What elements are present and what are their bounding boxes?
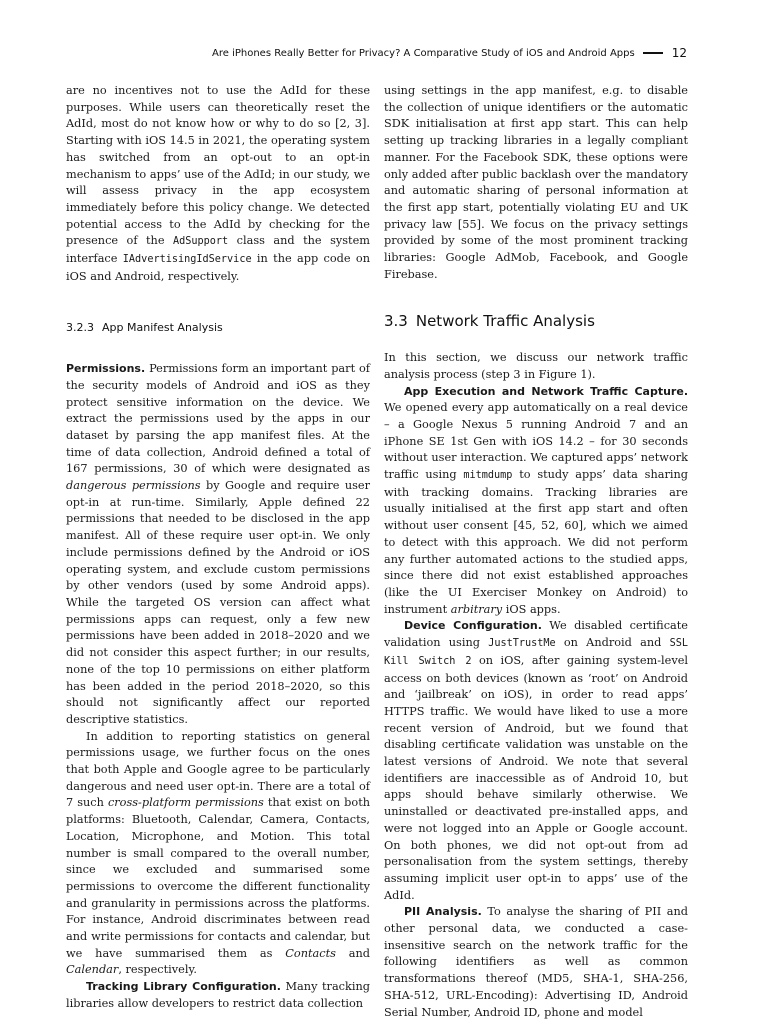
left-column: [66, 83, 370, 1013]
emphasis-cross-platform-permissions: cross-platform permissions: [107, 796, 264, 810]
paragraph-permissions: [66, 361, 370, 728]
section-heading-network-traffic: [384, 313, 688, 330]
paragraph-app-execution: [384, 384, 688, 619]
paragraph-device-configuration: [384, 618, 688, 904]
running-title: Are iPhones Really Better for Privacy? A Comparative Study of iOS and Android Apps: [212, 47, 635, 59]
text-run: on iOS, after gaining system-level access on both devices (known as ‘root’ on Android and ‘jailbreak’ on iOS), in order to read apps’ HTTPS traffic. We would have liked to use a more recent version of Android, but we found that disabling certificate validation was unstable on the latest versions of Android. We note that several identifiers are inaccessible as of Android 10, but apps should behave similarly otherwise. We uninstalled or deactivated pre-installed apps, and were not logged into an Apple or Google account. On both phones, we did not opt-out from ad personalisation from the system settings, thereby assuming implicit user opt-in to apps’ use of the AdId.: [384, 653, 689, 902]
paragraph-heading-tracking-library: Tracking Library Configuration.: [86, 980, 281, 994]
paragraph-pii-analysis: [384, 904, 688, 1021]
paragraph-adid-continued: [66, 83, 370, 285]
header-rule: [643, 52, 663, 54]
paragraph-heading-app-execution: App Execution and Network Traffic Capture.: [404, 384, 688, 398]
text-run: are no incentives not to use the AdId for these purposes. While users can theoretically reset the AdId, most do not know how or why to do so [2, 3]. Starting with iOS 14.5 in 2021, the operating system has switched from an opt-out to an opt-in mechanism to apps’ use of the AdId; in our study, we will assess privacy in the app ecosystem immediately before this policy change. We detected potential access to the AdId by checking for the presence of the: [66, 84, 370, 248]
text-run: We opened every app automatically on a real device – a Google Nexus 5 running Android 7 and an iPhone SE 1st Gen with iOS 14.2 – for 30 seconds without user interaction. We captured apps’ network traffic using: [384, 401, 688, 482]
text-run: class and the system interface: [66, 234, 370, 266]
paragraph-heading-device-configuration: Device Configuration.: [404, 619, 542, 633]
page-number: 12: [671, 46, 687, 60]
text-run: Many tracking libraries allow developers to restrict data collection: [66, 980, 370, 1010]
text-run: on Android and: [555, 636, 670, 650]
paragraph-heading-pii-analysis: PII Analysis.: [404, 905, 482, 919]
paragraph-tracking-settings-continued: [384, 83, 688, 283]
subsection-heading-app-manifest: [66, 320, 370, 337]
emphasis-calendar: Calendar: [66, 963, 119, 977]
code-iadvertisingidservice: IAdvertisingIdService: [122, 254, 252, 266]
running-header: [66, 44, 687, 62]
text-run: To analyse the sharing of PII and other personal data, we conducted a case-insensitive search on the network traffic for the following identifiers as well as common transformations thereof (MD5, SHA-1, SHA-256, SHA-512, URL-Encoding): Advertising ID, Android Serial Number, Android ID, phone and model: [384, 905, 688, 1019]
code-ssl-kill-switch: SSL Kill Switch 2: [384, 638, 688, 667]
section-number: 3.3: [384, 312, 408, 331]
text-run: by Google and require user opt-in at run-time. Similarly, Apple defined 22 permissions that needed to be disclosed in the app manifest. All of these require user opt-in. We only include permissions defined by the Android or iOS operating system, and exclude custom permissions by other vendors (used by some Android apps). While the targeted OS version can affect what permissions apps can request, only a few new permissions have been added in 2018–2020 and we did not consider this aspect further; in our results, none of the top 10 permissions on either platform has been added in the period 2018–2020, so this should not significantly affect our reported descriptive statistics.: [66, 479, 371, 726]
text-run: , respectively.: [118, 963, 197, 977]
emphasis-contacts: Contacts: [285, 946, 336, 960]
code-mitmdump: mitmdump: [463, 470, 513, 482]
emphasis-dangerous-permissions: dangerous permissions: [66, 479, 201, 493]
text-run: in the app code on iOS and Android, respectively.: [66, 252, 370, 283]
section-title: Network Traffic Analysis: [415, 312, 595, 331]
emphasis-arbitrary: arbitrary: [450, 602, 503, 616]
code-justtrustme: JustTrustMe: [488, 638, 556, 650]
text-run: We disabled certificate validation using: [384, 619, 688, 650]
text-run: using settings in the app manifest, e.g. to disable the collection of unique identifiers or the automatic SDK initialisation at first app start. This can help setting up tracking libraries in a legally compliant manner. For the Facebook SDK, these options were only added after public backlash over the mandatory and automatic sharing of personal information at the first app start, potentially violating EU and UK privacy law [55]. We focus on the privacy settings provided by some of the most prominent tracking libraries: Google AdMob, Facebook, and Google Firebase.: [384, 84, 688, 281]
text-run: and: [335, 946, 370, 960]
text-run: iOS apps.: [502, 602, 561, 616]
paragraph-heading-permissions: Permissions.: [66, 362, 146, 376]
text-run: In this section, we discuss our network traffic analysis process (step 3 in Figure 1).: [384, 351, 688, 381]
code-adsupport: AdSupport: [172, 236, 229, 248]
text-run: that exist on both platforms: Bluetooth, Calendar, Camera, Contacts, Location, Microphone, and Motion. This total number is small compared to the overall number, since we excluded and summarised some permissions to overcome the different functionality and granularity in permissions across the platforms. For instance, Android discriminates between read and write permissions for contacts and calendar, but we have summarised them as: [66, 796, 371, 960]
subsection-number: 3.2.3: [66, 321, 94, 335]
paragraph-tracking-library-configuration: [66, 979, 370, 1012]
paragraph-section-intro: [384, 350, 688, 383]
text-run: to study apps’ data sharing with tracking domains. Tracking libraries are usually initialised at the first app start and often without user consent [45, 52, 60], which we aimed to detect with this approach. We did not perform any further automated actions to the studied apps, since there did not exist established approaches (like the UI Exerciser Monkey on Android) to instrument: [384, 468, 688, 616]
subsection-title: App Manifest Analysis: [102, 321, 223, 335]
right-column: [384, 83, 688, 1021]
text-run: In addition to reporting statistics on general permissions usage, we further focus on the ones that both Apple and Google agree to be particularly dangerous and need user opt-in. There are a total of 7 such: [66, 729, 370, 810]
paragraph-cross-platform-permissions: [66, 729, 370, 980]
text-run: Permissions form an important part of the security models of Android and iOS as they protect sensitive information on the device. We extract the permissions used by the apps in our dataset by parsing the app manifest files. At the time of data collection, Android defined a total of 167 permissions, 30 of which were designated as: [66, 362, 370, 476]
